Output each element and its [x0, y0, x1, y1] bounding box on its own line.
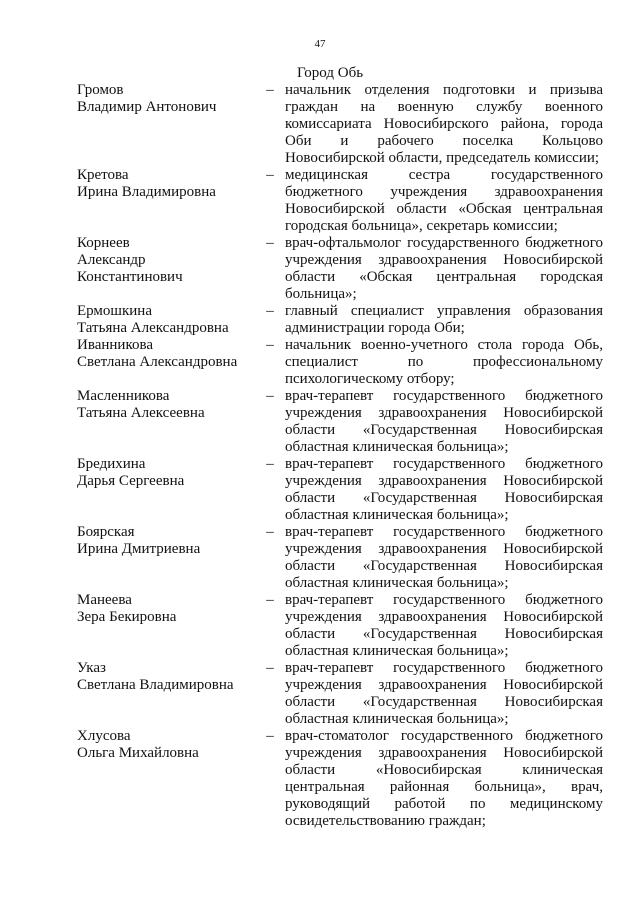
member-name-line: Константинович [77, 269, 183, 285]
member-position-line: области «Новосибирская клиническая [285, 762, 603, 778]
member-position [285, 728, 603, 830]
member-position-line: врач-терапевт государственного бюджетного [285, 592, 603, 608]
member-position-line: граждан на военную службу военного [285, 99, 603, 115]
member-position-line: областная клиническая больница»; [285, 439, 509, 455]
dash-separator: – [266, 82, 274, 98]
member-name-line: Громов [77, 82, 124, 98]
member-position-line: начальник отделения подготовки и призыва [285, 82, 603, 98]
dash-separator: – [266, 303, 274, 319]
member-name-line: Ирина Владимировна [77, 184, 216, 200]
member-position-line: администрации города Оби; [285, 320, 465, 336]
member-position-line: городская больница», секретарь комиссии; [285, 218, 558, 234]
member-position [285, 524, 603, 592]
member-position-line: начальник военно-учетного стола города Обь, [285, 337, 603, 353]
member-position-line: учреждения здравоохранения Новосибирской [285, 745, 603, 761]
member-position-line: областная клиническая больница»; [285, 711, 509, 727]
member-name-line: Манеева [77, 592, 132, 608]
member-name-line: Александр [77, 252, 146, 268]
section-title: Город Обь [296, 65, 364, 81]
member-position-line: учреждения здравоохранения Новосибирской [285, 252, 603, 268]
member-position-line: центральная районная больница», врач, [285, 779, 603, 795]
member-name [77, 167, 257, 201]
member-name [77, 337, 257, 371]
member-name [77, 660, 257, 694]
member-name-line: Корнеев [77, 235, 130, 251]
member-name-line: Масленникова [77, 388, 170, 404]
member-name-line: Ирина Дмитриевна [77, 541, 201, 557]
dash-separator: – [266, 456, 274, 472]
member-position-line: врач-стоматолог государственного бюджетного [285, 728, 603, 744]
member-position-line: областная клиническая больница»; [285, 643, 509, 659]
dash-separator: – [266, 660, 274, 676]
dash-separator: – [266, 235, 274, 251]
member-position-line: бюджетного учреждения здравоохранения [285, 184, 603, 200]
member-position-line: главный специалист управления образования [285, 303, 603, 319]
member-position [285, 388, 603, 456]
member-position-line: психологическому отбору; [285, 371, 455, 387]
member-position-line: области «Государственная Новосибирская [285, 626, 603, 642]
member-position-line: комиссариата Новосибирского района, города [285, 116, 603, 132]
member-name [77, 303, 257, 337]
member-position-line: области «Государственная Новосибирская [285, 490, 603, 506]
member-name-line: Дарья Сергеевна [77, 473, 185, 489]
member-position-line: больница»; [285, 286, 357, 302]
member-position-line: областная клиническая больница»; [285, 575, 509, 591]
member-position-line: Новосибирской области «Обская центральная [285, 201, 603, 217]
member-position [285, 82, 603, 167]
member-position-line: учреждения здравоохранения Новосибирской [285, 473, 603, 489]
member-position-line: учреждения здравоохранения Новосибирской [285, 541, 603, 557]
member-position [285, 167, 603, 235]
page-number: 47 [314, 38, 326, 50]
member-name-line: Татьяна Александровна [77, 320, 229, 336]
member-name-line: Бредихина [77, 456, 146, 472]
member-position-line: областная клиническая больница»; [285, 507, 509, 523]
member-position [285, 303, 603, 337]
member-position-line: Оби и рабочего поселка Кольцово [285, 133, 603, 149]
dash-separator: – [266, 592, 274, 608]
member-position-line: врач-терапевт государственного бюджетного [285, 660, 603, 676]
member-name-line: Иванникова [77, 337, 154, 353]
member-name-line: Владимир Антонович [77, 99, 217, 115]
dash-separator: – [266, 524, 274, 540]
member-position-line: врач-терапевт государственного бюджетного [285, 456, 603, 472]
member-name-line: Хлусова [77, 728, 131, 744]
member-position-line: врач-терапевт государственного бюджетного [285, 524, 603, 540]
member-name [77, 524, 257, 558]
member-position-line: учреждения здравоохранения Новосибирской [285, 677, 603, 693]
member-name-line: Ольга Михайловна [77, 745, 199, 761]
member-position-line: врач-офтальмолог государственного бюджетного [285, 235, 603, 251]
member-name-line: Светлана Владимировна [77, 677, 234, 693]
dash-separator: – [266, 388, 274, 404]
member-position [285, 235, 603, 303]
member-name-line: Боярская [77, 524, 135, 540]
member-name [77, 456, 257, 490]
member-name-line: Указ [77, 660, 106, 676]
member-name-line: Светлана Александровна [77, 354, 238, 370]
member-position-line: учреждения здравоохранения Новосибирской [285, 609, 603, 625]
member-position-line: Новосибирской области, председатель комиссии; [285, 150, 600, 166]
member-name [77, 592, 257, 626]
member-name-line: Татьяна Алексеевна [77, 405, 205, 421]
member-position-line: медицинская сестра государственного [285, 167, 603, 183]
member-name-line: Зера Бекировна [77, 609, 177, 625]
member-position [285, 456, 603, 524]
member-position-line: врач-терапевт государственного бюджетного [285, 388, 603, 404]
member-name [77, 82, 257, 116]
dash-separator: – [266, 167, 274, 183]
member-position-line: области «Государственная Новосибирская [285, 694, 603, 710]
member-name [77, 728, 257, 762]
member-position [285, 660, 603, 728]
member-position-line: руководящий работой по медицинскому [285, 796, 603, 812]
member-position [285, 592, 603, 660]
member-position-line: области «Государственная Новосибирская [285, 422, 603, 438]
member-position-line: учреждения здравоохранения Новосибирской [285, 405, 603, 421]
member-name [77, 388, 257, 422]
member-position-line: специалист по профессиональному [285, 354, 603, 370]
dash-separator: – [266, 728, 274, 744]
member-position-line: освидетельствованию граждан; [285, 813, 486, 829]
dash-separator: – [266, 337, 274, 353]
member-name-line: Кретова [77, 167, 129, 183]
member-name-line: Ермошкина [77, 303, 152, 319]
member-name [77, 235, 257, 286]
member-position [285, 337, 603, 388]
member-position-line: области «Обская центральная городская [285, 269, 603, 285]
member-position-line: области «Государственная Новосибирская [285, 558, 603, 574]
